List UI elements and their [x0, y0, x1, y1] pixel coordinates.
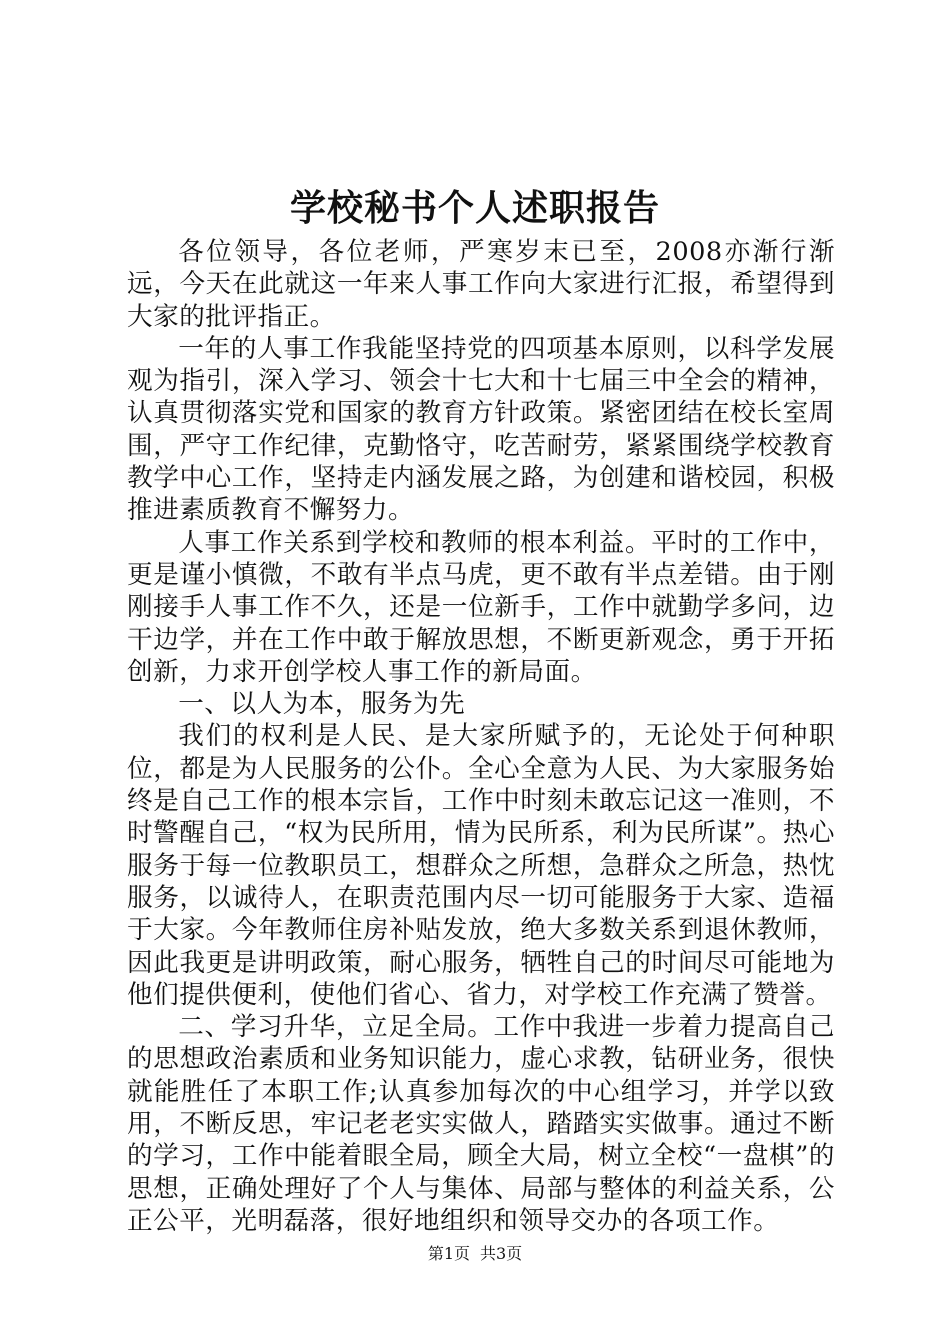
paragraph-service: 我们的权利是人民、是大家所赋予的，无论处于何种职位，都是为人民服务的公仆。全心全意为人民、为大家服务始终是自己工作的根本宗旨，工作中时刻未敢忘记这一准则，不时警醒自己，“权为民所用，情为民所系，利为民所谋”。热心服务于每一位教职员工，想群众之所想，急群众之所急，热忱服务，以诚待人，在职责范围内尽一切可能服务于大家、造福于大家。今年教师住房补贴发放，绝大多数关系到退休教师，因此我更是讲明政策，耐心服务，牺牲自己的时间尽可能地为他们提供便利，使他们省心、省力，对学校工作充满了赞誉。 [127, 721, 835, 1010]
paragraph-personnel-work: 人事工作关系到学校和教师的根本利益。平时的工作中，更是谨小慎微，不敢有半点马虎，更不敢有半点差错。由于刚刚接手人事工作不久，还是一位新手，工作中就勤学多问，边干边学，并在工作中敢于解放思想，不断更新观念，勇于开拓创新，力求开创学校人事工作的新局面。 [127, 527, 835, 687]
paragraph-greeting: 各位领导，各位老师，严寒岁末已至，2008亦渐行渐远，今天在此就这一年来人事工作向大家进行汇报，希望得到大家的批评指正。 [127, 237, 835, 332]
document-body [127, 236, 835, 1237]
section-heading-people-first: 一、以人为本，服务为先 [178, 689, 466, 720]
page-footer [0, 1243, 950, 1265]
paragraph-study-overall: 二、学习升华，立足全局。工作中我进一步着力提高自己的思想政治素质和业务知识能力，虚心求教，钻研业务，很快就能胜任了本职工作;认真参加每次的中心组学习，并学以致用，不断反思，牢记老老实实做人，踏踏实实做事。通过不断的学习，工作中能着眼全局，顾全大局，树立全校“一盘棋”的思想，正确处理好了个人与集体、局部与整体的利益关系，公正公平，光明磊落，很好地组织和领导交办的各项工作。 [127, 1012, 835, 1236]
page-total: 共3页 [480, 1244, 523, 1263]
paragraph-principles: 一年的人事工作我能坚持党的四项基本原则，以科学发展观为指引，深入学习、领会十七大和十七届三中全会的精神，认真贯彻落实党和国家的教育方针政策。紧密团结在校长室周围，严守工作纪律，克勤恪守，吃苦耐劳，紧紧围绕学校教育教学中心工作，坚持走内涵发展之路，为创建和谐校园，积极推进素质教育不懈努力。 [127, 333, 835, 526]
page-number: 第1页 [427, 1244, 470, 1263]
document-title: 学校秘书个人述职报告 [289, 187, 660, 229]
